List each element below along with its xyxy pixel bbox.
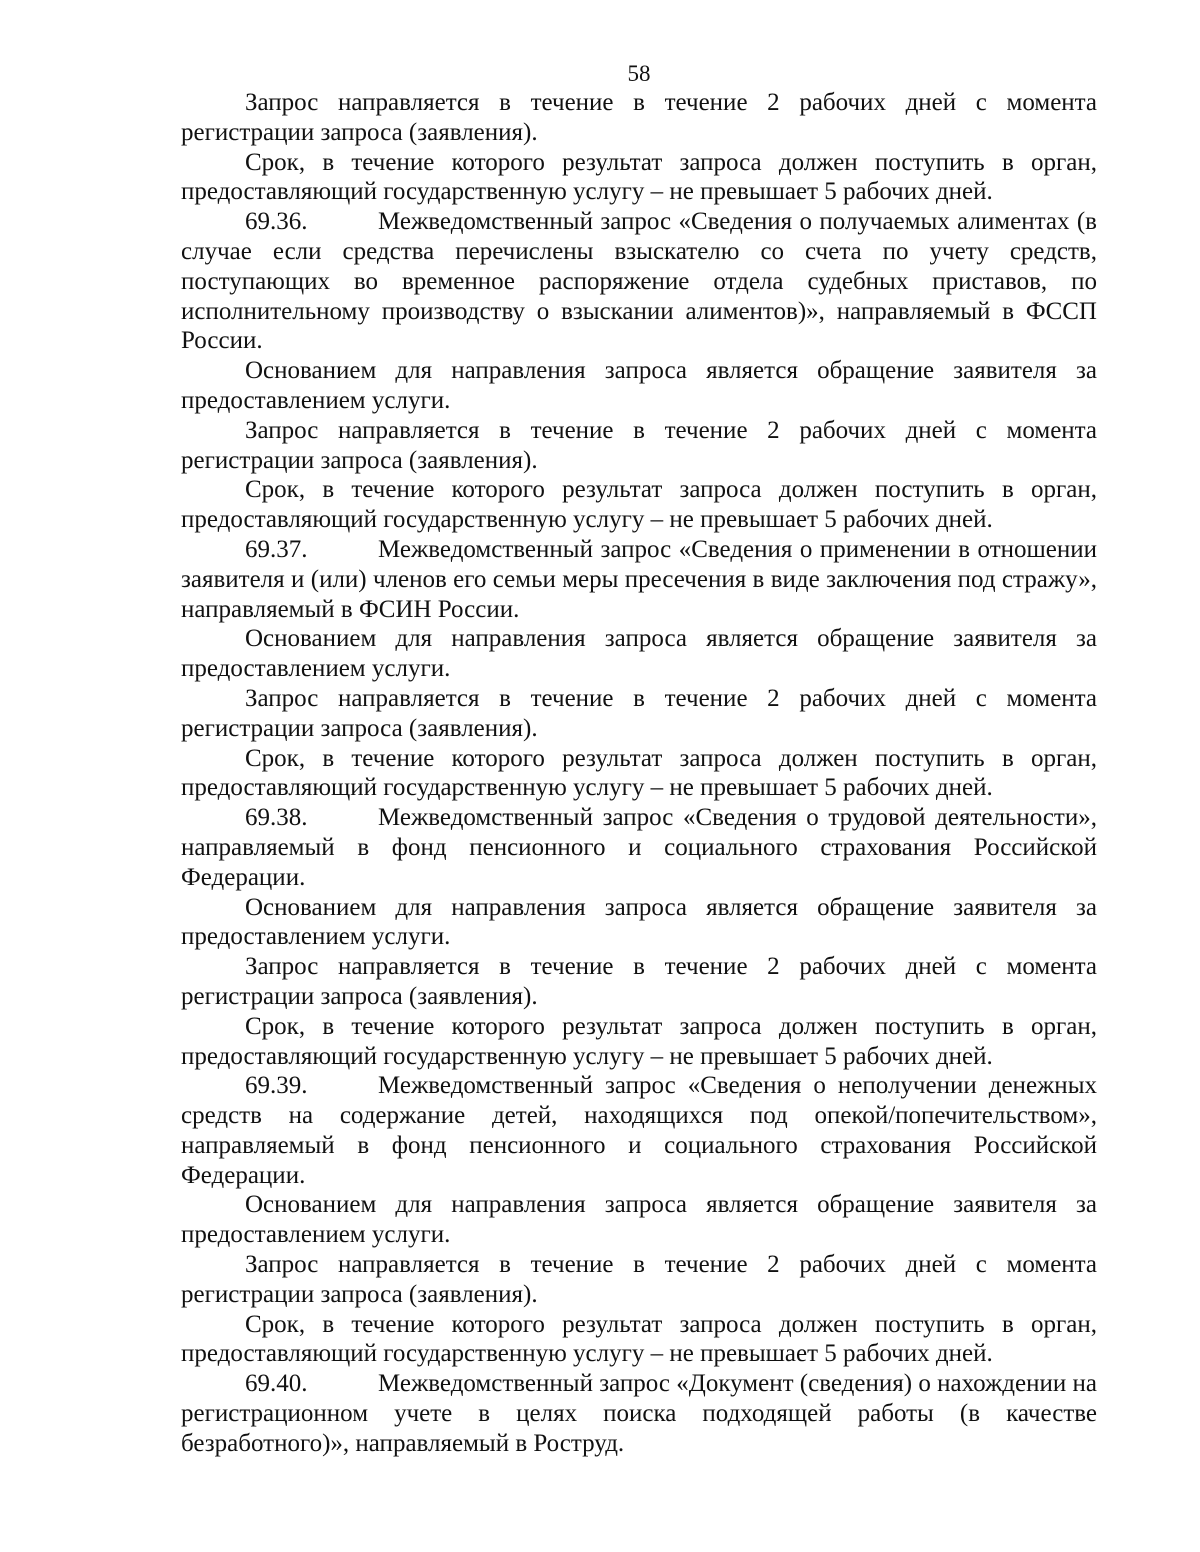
paragraph (181, 475, 1097, 535)
item-number: 69.39. (245, 1072, 308, 1100)
paragraph-text: Межведомственный запрос «Сведения о применении в отношении заявителя и (или) членов его семьи меры пресечения в виде заключения под стражу», направляемый в ФСИН России. (181, 535, 1097, 623)
paragraph-text: Срок, в течение которого результат запроса должен поступить в орган, предоставляющий государственную услугу – не превышает 5 рабочих дней. (181, 1310, 1097, 1368)
numbered-paragraph (181, 1071, 1097, 1190)
paragraph (181, 1250, 1097, 1310)
page-number: 58 (627, 61, 651, 86)
paragraph (181, 356, 1097, 416)
paragraph-text: Запрос направляется в течение в течение 2 рабочих дней с момента регистрации запроса (заявления). (181, 684, 1097, 742)
paragraph-text: Срок, в течение которого результат запроса должен поступить в орган, предоставляющий государственную услугу – не превышает 5 рабочих дней. (181, 148, 1097, 206)
paragraph-text: Срок, в течение которого результат запроса должен поступить в орган, предоставляющий государственную услугу – не превышает 5 рабочих дней. (181, 476, 1097, 534)
item-number: 69.36. (245, 208, 308, 236)
paragraph (181, 1190, 1097, 1250)
numbered-paragraph (181, 207, 1097, 356)
paragraph (181, 416, 1097, 476)
paragraph-text: Основанием для направления запроса является обращение заявителя за предоставлением услуги. (181, 1191, 1097, 1249)
paragraph-text: Основанием для направления запроса является обращение заявителя за предоставлением услуги. (181, 893, 1097, 951)
numbered-paragraph (181, 1369, 1097, 1458)
item-number: 69.38. (245, 804, 308, 832)
paragraph-text: Запрос направляется в течение в течение 2 рабочих дней с момента регистрации запроса (заявления). (181, 953, 1097, 1010)
paragraph-text: Межведомственный запрос «Сведения о неполучении денежных средств на содержание детей, находящихся под опекой/попечительством», направляемый в фонд пенсионного и социального страхования Российской Федерации. (181, 1072, 1097, 1189)
paragraph-text: Запрос направляется в течение в течение 2 рабочих дней с момента регистрации запроса (заявления). (181, 1251, 1097, 1308)
paragraph-text: Срок, в течение которого результат запроса должен поступить в орган, предоставляющий государственную услугу – не превышает 5 рабочих дней. (181, 1012, 1097, 1070)
paragraph-text: Срок, в течение которого результат запроса должен поступить в орган, предоставляющий государственную услугу – не превышает 5 рабочих дней. (181, 744, 1097, 802)
numbered-paragraph (181, 535, 1097, 624)
document-body (181, 88, 1097, 1459)
paragraph-text: Основанием для направления запроса является обращение заявителя за предоставлением услуги. (181, 357, 1097, 414)
paragraph (181, 744, 1097, 804)
paragraph-text: Запрос направляется в течение в течение 2 рабочих дней с момента регистрации запроса (заявления). (181, 416, 1097, 474)
paragraph-text: Межведомственный запрос «Сведения о получаемых алиментах (в случае если средства перечислены взыскателю со счета по учету средств, поступающих во временное распоряжение отдела судебных приставов, по исполнительному производству о взыскании алиментов)», направляемый в ФССП России. (181, 208, 1097, 355)
paragraph (181, 893, 1097, 953)
paragraph (181, 88, 1097, 148)
paragraph-text: Межведомственный запрос «Сведения о трудовой деятельности», направляемый в фонд пенсионного и социального страхования Российской Федерации. (181, 804, 1097, 891)
paragraph-text: Основанием для направления запроса является обращение заявителя за предоставлением услуги. (181, 625, 1097, 683)
numbered-paragraph (181, 803, 1097, 892)
paragraph-text: Межведомственный запрос «Документ (сведения) о нахождении на регистрационном учете в целях поиска подходящей работы (в качестве безработного)», направляемый в Роструд. (181, 1370, 1097, 1457)
paragraph (181, 1012, 1097, 1072)
paragraph (181, 684, 1097, 744)
paragraph-text: Запрос направляется в течение в течение 2 рабочих дней с момента регистрации запроса (заявления). (181, 89, 1097, 146)
item-number: 69.40. (245, 1370, 308, 1398)
paragraph (181, 952, 1097, 1012)
paragraph (181, 624, 1097, 684)
paragraph (181, 1310, 1097, 1370)
item-number: 69.37. (245, 535, 308, 563)
paragraph (181, 148, 1097, 208)
